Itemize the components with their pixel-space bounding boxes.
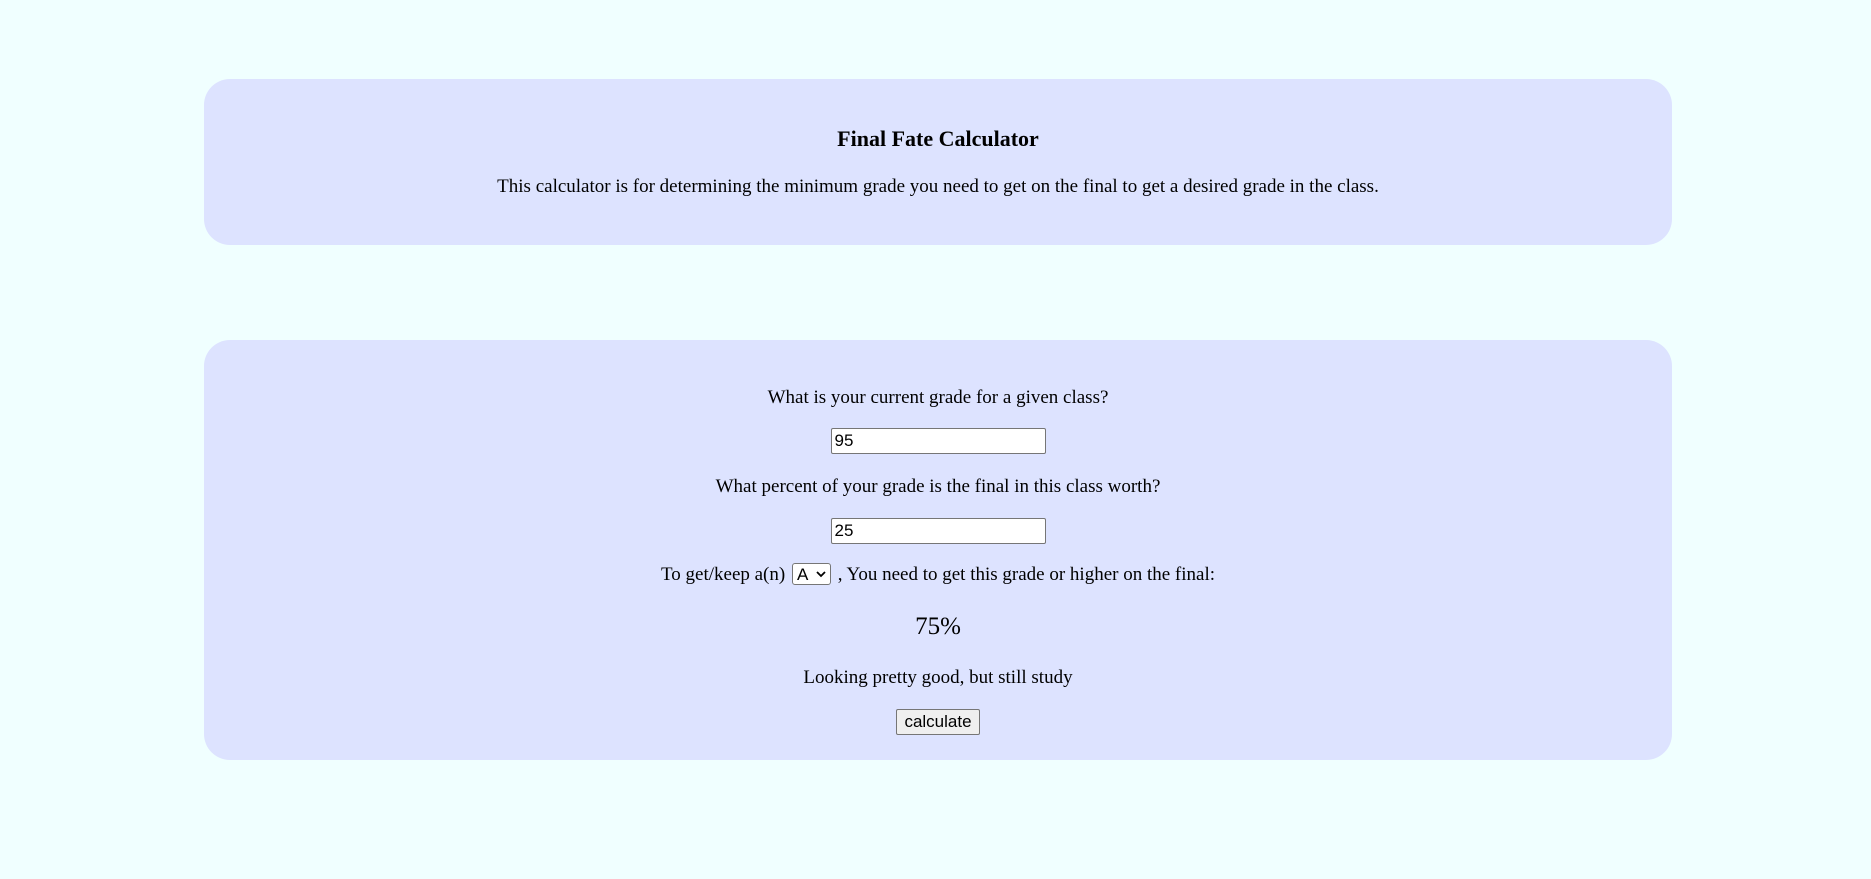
page-description: This calculator is for determining the minimum grade you need to get on the final to get a desired grade in the class. bbox=[497, 176, 1379, 197]
current-grade-question: What is your current grade for a given class? bbox=[767, 387, 1109, 408]
final-weight-question: What percent of your grade is the final in this class worth? bbox=[715, 476, 1161, 497]
calculate-button[interactable]: calculate bbox=[896, 709, 979, 735]
header-panel bbox=[204, 79, 1672, 245]
chevron-down-icon bbox=[816, 569, 826, 579]
button-row bbox=[204, 709, 1672, 735]
target-grade-suffix: , You need to get this grade or higher on the final: bbox=[837, 564, 1216, 585]
final-weight-row bbox=[204, 518, 1672, 544]
calculator-panel bbox=[204, 340, 1672, 760]
current-grade-input[interactable] bbox=[831, 428, 1046, 454]
target-grade-row bbox=[204, 564, 1672, 586]
target-grade-select[interactable] bbox=[792, 563, 831, 585]
result-value: 75% bbox=[915, 613, 961, 640]
final-weight-input[interactable] bbox=[831, 518, 1046, 544]
page-title: Final Fate Calculator bbox=[837, 126, 1039, 151]
target-grade-prefix: To get/keep a(n) bbox=[660, 564, 786, 585]
current-grade-row bbox=[204, 428, 1672, 454]
result-message: Looking pretty good, but still study bbox=[803, 667, 1073, 688]
target-grade-selected-value: A bbox=[796, 565, 809, 585]
